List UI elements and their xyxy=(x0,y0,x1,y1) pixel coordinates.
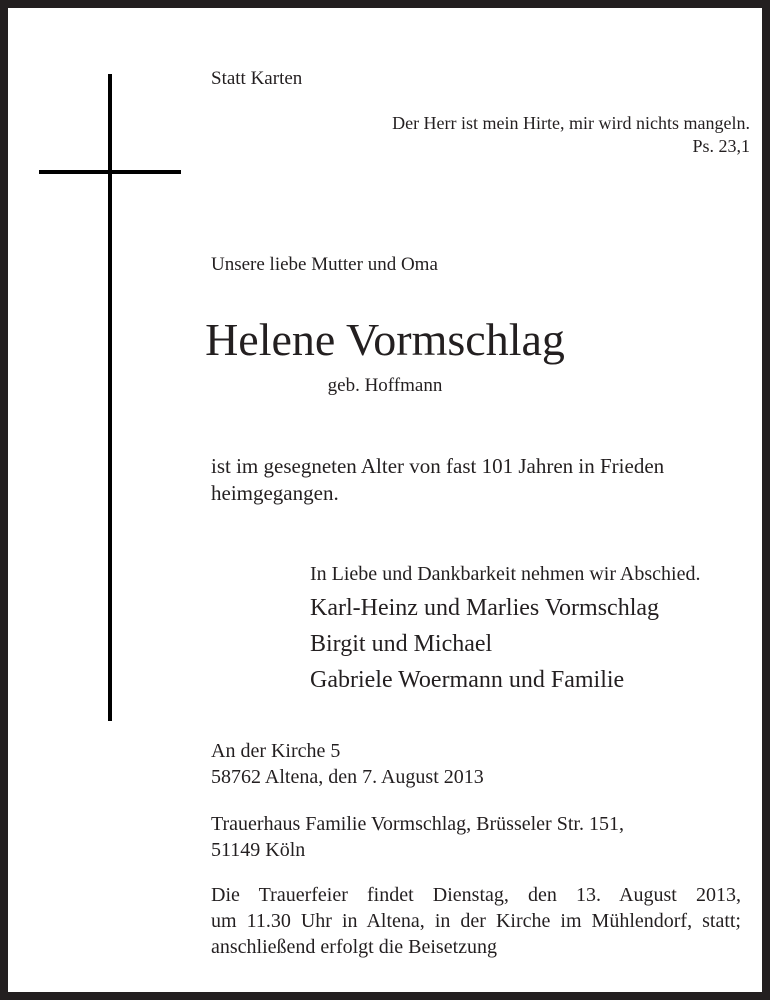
mourner-item: Birgit und Michael xyxy=(310,631,493,657)
deceased-name: Helene Vormschlag xyxy=(205,314,565,365)
mourning-house-line-1: Trauerhaus Familie Vormschlag, Brüsseler Str. 151, xyxy=(211,813,624,835)
farewell-text: In Liebe und Dankbarkeit nehmen wir Abschied. xyxy=(310,563,701,585)
mourning-house-line-2: 51149 Köln xyxy=(211,839,306,861)
intro-text: Unsere liebe Mutter und Oma xyxy=(211,254,438,275)
ceremony-line-1: Die Trauerfeier findet Dienstag, den 13. August 2013, xyxy=(211,884,741,906)
mourning-house-address xyxy=(211,811,624,863)
age-statement xyxy=(211,453,664,507)
ceremony-details xyxy=(211,882,741,960)
birth-name: geb. Hoffmann xyxy=(327,375,443,396)
address-line-1: An der Kirche 5 xyxy=(211,740,341,762)
psalm-quote xyxy=(392,112,750,158)
age-line-2: heimgegangen. xyxy=(211,481,339,505)
psalm-reference: Ps. 23,1 xyxy=(692,136,750,156)
statt-karten-label: Statt Karten xyxy=(211,68,303,89)
sender-address xyxy=(211,738,484,790)
mourner-item: Karl-Heinz und Marlies Vormschlag xyxy=(310,595,660,621)
mourners-list xyxy=(310,590,659,698)
obituary-notice xyxy=(8,8,762,992)
age-line-1: ist im gesegneten Alter von fast 101 Jahren in Frieden xyxy=(211,454,665,478)
ceremony-line-3: anschließend erfolgt die Beisetzung xyxy=(211,936,498,958)
cross-horizontal-bar xyxy=(39,170,181,174)
psalm-text: Der Herr ist mein Hirte, mir wird nichts mangeln. xyxy=(392,113,750,133)
ceremony-line-2: um 11.30 Uhr in Altena, in der Kirche im Mühlendorf, statt; xyxy=(211,910,741,932)
address-line-2: 58762 Altena, den 7. August 2013 xyxy=(211,766,484,788)
mourner-item: Gabriele Woermann und Familie xyxy=(310,667,625,693)
